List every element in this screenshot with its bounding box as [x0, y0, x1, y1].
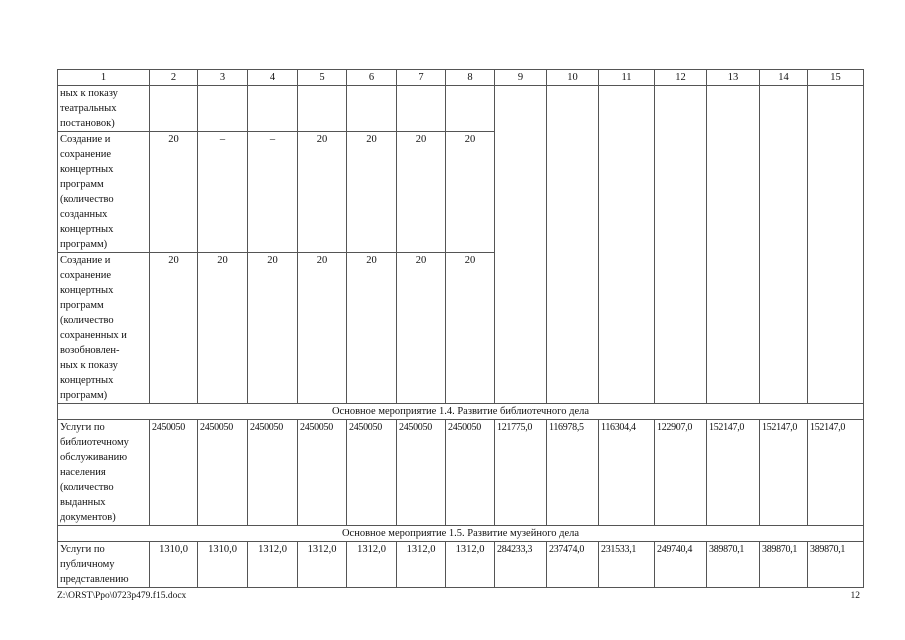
table-cell: 116304,4 — [599, 420, 655, 526]
table-cell: 2450050 — [397, 420, 446, 526]
table-cell — [808, 132, 864, 253]
footer-file-path: Z:\ORST\Ppo\0723p479.f15.docx — [57, 591, 187, 601]
table-cell: 20 — [298, 253, 347, 404]
table-row — [58, 253, 864, 404]
table-cell: 2450050 — [347, 420, 397, 526]
table-row — [58, 420, 864, 526]
table-cell: 152147,0 — [760, 420, 808, 526]
table-cell: 20 — [198, 253, 248, 404]
table-cell — [248, 86, 298, 132]
col-header-11: 11 — [599, 70, 655, 86]
table-cell — [495, 86, 547, 132]
table-cell — [198, 86, 248, 132]
table-cell: 2450050 — [198, 420, 248, 526]
table-cell: 20 — [397, 132, 446, 253]
col-header-13: 13 — [707, 70, 760, 86]
col-header-1: 1 — [58, 70, 150, 86]
table-cell: 20 — [150, 132, 198, 253]
table-cell — [547, 132, 599, 253]
table-cell — [547, 253, 599, 404]
table-cell: 121775,0 — [495, 420, 547, 526]
section-title: Основное мероприятие 1.4. Развитие библиотечного дела — [58, 404, 864, 420]
table-cell: 1310,0 — [198, 542, 248, 588]
table-header-row — [58, 70, 864, 86]
table-cell: 20 — [347, 132, 397, 253]
table-cell — [808, 253, 864, 404]
table-cell — [495, 253, 547, 404]
table-cell: 389870,1 — [707, 542, 760, 588]
col-header-8: 8 — [446, 70, 495, 86]
col-header-4: 4 — [248, 70, 298, 86]
table-cell: 389870,1 — [808, 542, 864, 588]
table-cell — [760, 132, 808, 253]
col-header-2: 2 — [150, 70, 198, 86]
section-row — [58, 404, 864, 420]
table-cell — [599, 253, 655, 404]
table-cell: 249740,4 — [655, 542, 707, 588]
table-row — [58, 132, 864, 253]
table-cell: – — [198, 132, 248, 253]
col-header-5: 5 — [298, 70, 347, 86]
table-cell — [808, 86, 864, 132]
section-row — [58, 526, 864, 542]
table-cell: 152147,0 — [808, 420, 864, 526]
table-cell — [495, 132, 547, 253]
table-cell — [397, 86, 446, 132]
table-cell: 389870,1 — [760, 542, 808, 588]
table-cell — [599, 132, 655, 253]
table-cell: 2450050 — [248, 420, 298, 526]
table-cell — [707, 86, 760, 132]
table-cell — [547, 86, 599, 132]
table-cell — [599, 86, 655, 132]
section-title: Основное мероприятие 1.5. Развитие музейного дела — [58, 526, 864, 542]
table-row — [58, 542, 864, 588]
table-cell — [298, 86, 347, 132]
col-header-9: 9 — [495, 70, 547, 86]
table-cell — [760, 253, 808, 404]
table-cell — [655, 132, 707, 253]
table-cell: – — [248, 132, 298, 253]
row-label: Услуги по публичному представлению — [58, 542, 150, 588]
row-label: Услуги по библиотечному обслуживанию населения (количество выданных документов) — [58, 420, 150, 526]
row-label: Создание и сохранение концертных программ (количество сохраненных и возобновлен- ных к показу концертных программ) — [58, 253, 150, 404]
table-cell — [655, 253, 707, 404]
table-cell: 20 — [248, 253, 298, 404]
table-cell — [347, 86, 397, 132]
col-header-14: 14 — [760, 70, 808, 86]
col-header-12: 12 — [655, 70, 707, 86]
table-cell: 20 — [446, 132, 495, 253]
table-cell: 2450050 — [150, 420, 198, 526]
table-cell — [707, 253, 760, 404]
table-cell: 1312,0 — [347, 542, 397, 588]
table-cell: 1312,0 — [298, 542, 347, 588]
table-cell — [655, 86, 707, 132]
col-header-6: 6 — [347, 70, 397, 86]
table-cell: 2450050 — [446, 420, 495, 526]
table-row — [58, 86, 864, 132]
data-table — [57, 69, 864, 588]
table-cell: 1312,0 — [446, 542, 495, 588]
col-header-3: 3 — [198, 70, 248, 86]
col-header-7: 7 — [397, 70, 446, 86]
col-header-10: 10 — [547, 70, 599, 86]
table-cell: 2450050 — [298, 420, 347, 526]
table-cell: 284233,3 — [495, 542, 547, 588]
table-cell: 20 — [446, 253, 495, 404]
col-header-15: 15 — [808, 70, 864, 86]
page-number: 12 — [850, 591, 860, 601]
table-cell: 116978,5 — [547, 420, 599, 526]
table-cell: 20 — [347, 253, 397, 404]
table-cell: 20 — [397, 253, 446, 404]
table-cell: 231533,1 — [599, 542, 655, 588]
table-cell: 20 — [150, 253, 198, 404]
table-cell: 1312,0 — [248, 542, 298, 588]
table-cell: 20 — [298, 132, 347, 253]
table-cell — [446, 86, 495, 132]
row-label: ных к показу театральных постановок) — [58, 86, 150, 132]
table-cell: 237474,0 — [547, 542, 599, 588]
table-cell: 1310,0 — [150, 542, 198, 588]
table-cell — [150, 86, 198, 132]
row-label: Создание и сохранение концертных программ (количество созданных концертных программ) — [58, 132, 150, 253]
table-cell — [760, 86, 808, 132]
table-cell: 1312,0 — [397, 542, 446, 588]
table-cell: 152147,0 — [707, 420, 760, 526]
table-cell: 122907,0 — [655, 420, 707, 526]
table-cell — [707, 132, 760, 253]
